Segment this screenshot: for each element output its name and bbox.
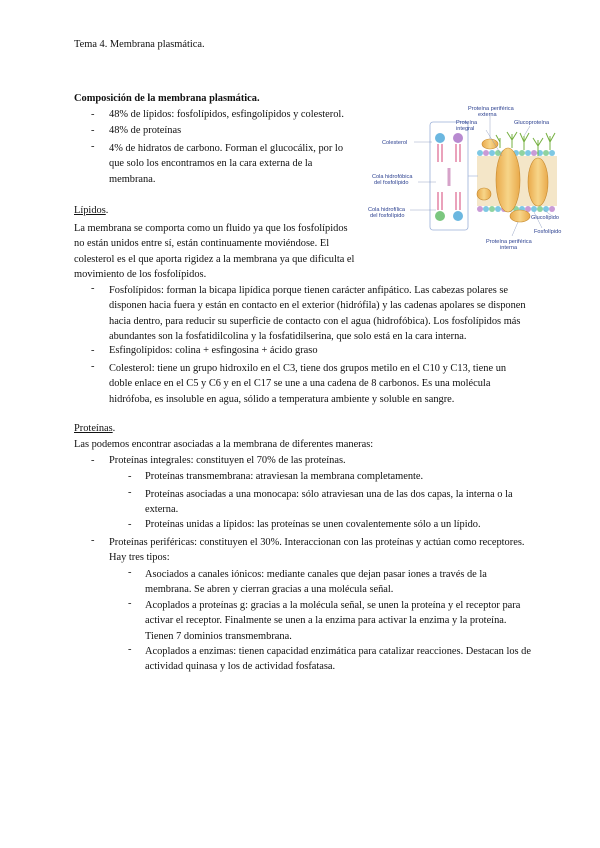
text-line: Acoplados a enzimas: tienen capacidad enzimática para catalizar reacciones. Destacan los de [145, 646, 531, 657]
label-peripheral-external: Proteína periférica [468, 106, 514, 112]
text-line: no están unidos entre sí, están continuamente moviéndose. El [74, 238, 330, 250]
lipid-item-sphingolipids: Esfingolípidos: colina + esfingosina + ácido graso [109, 345, 318, 356]
proteins-title-dot: . [112, 423, 116, 434]
text-line: hacia dentro, para reducir su superficie de contacto con el agua (hidrofóbica). Los fosfolípidos más [109, 315, 521, 327]
composition-title: Composición de la membrana plasmática. [74, 93, 260, 104]
lipids-title: Lípidos [74, 205, 106, 216]
page-header: Tema 4. Membrana plasmática. [74, 39, 205, 50]
composition-item-lipids: 48% de lípidos: fosfolípidos, esfingolípidos y colesterol. [109, 109, 344, 120]
list-dash: - [128, 471, 132, 482]
composition-item-proteins: 48% de proteínas [109, 125, 182, 136]
lipid-item-cholesterol [109, 361, 506, 407]
text-line: actividad quinasa y los de actividad fosfatasa. [145, 661, 336, 673]
text-line: doble enlace en el C5 y C6 y en el C17 se une a una cadena de 8 carbonos. Es una molécula [109, 378, 491, 390]
lipid-item-phospholipids [109, 283, 526, 345]
text-line: abundantes son la fosfatidilcolina y la fosfatidilserina, que solo está en la cara interna. [109, 331, 467, 343]
composition-item-carbs [109, 141, 343, 187]
proteins-integral-head: Proteínas integrales: constituyen el 70% de las proteínas. [109, 455, 346, 466]
text-line: membrana. [109, 173, 156, 185]
label-integral-2: integral [456, 126, 475, 132]
text-line: 4% de hidratos de carbono. Forman el glucocálix, por lo [109, 143, 344, 154]
list-dash: - [91, 141, 95, 152]
peripheral-ion-channels [145, 567, 487, 598]
label-hydrophilic-tail-2: del fosfolípido [370, 213, 405, 219]
lipids-title-dot: . [105, 205, 109, 216]
text-line: Asociados a canales iónicos: mediante canales que dejan pasar iones a través de la [145, 569, 487, 580]
text-line: movimiento de los fosfolípidos. [74, 269, 207, 281]
list-dash: - [91, 283, 95, 294]
integral-lipid-bound: Proteínas unidas a lípidos: las proteínas se unen covalentemente sólo a un lípido. [145, 519, 481, 530]
membrane-diagram [362, 98, 562, 258]
text-line: Tienen 7 dominios transmembrana. [145, 630, 292, 642]
peripheral-g-proteins [145, 598, 520, 644]
list-dash: - [91, 345, 95, 356]
text-line: que solo los encontramos en la cara externa de la [109, 158, 313, 170]
label-peripheral-internal: Proteína periférica [486, 239, 532, 245]
list-dash: - [128, 598, 132, 609]
list-dash: - [91, 361, 95, 372]
label-peripheral-external-2: externa [478, 112, 497, 118]
text-line: Hay tres tipos: [109, 552, 170, 564]
text-line: Proteínas asociadas a una monocapa: sólo atraviesan una de las dos capas, la interna o la [145, 489, 513, 500]
lipids-intro [74, 221, 354, 283]
label-hydrophobic-tail-2: del fosfolípido [374, 180, 409, 186]
list-dash: - [128, 487, 132, 498]
list-dash: - [128, 519, 132, 530]
text-line: Fosfolípidos: forman la bicapa lipídica porque tienen carácter anfipático. Las cabezas polares se [109, 285, 509, 296]
label-hydrophilic-tail: Cola hidrofílica [368, 207, 405, 213]
lipid-heads-top [477, 150, 555, 156]
list-dash: - [91, 535, 95, 546]
label-glycoprotein: Glucoproteína [514, 120, 550, 126]
integral-monolayer [145, 487, 513, 518]
list-dash: - [91, 125, 95, 136]
lipids-heading [74, 205, 108, 216]
label-integral: Proteína [456, 120, 478, 126]
label-glycolipid: Glucolípido [531, 215, 559, 221]
text-line: Colesterol: tiene un grupo hidroxilo en el C3, tiene dos grupos metilo en el C10 y C13, tiene un [109, 363, 507, 374]
text-line: membrana. Se abren y cierran gracias a una molécula señal. [145, 584, 394, 596]
list-dash: - [128, 644, 132, 655]
integral-transmembrane: Proteínas transmembrana: atraviesan la membrana completamente. [145, 471, 424, 482]
text-line: externa. [145, 504, 179, 516]
text-line: colesterol es el que aporta rigidez a la membrana ya que dificulta el [74, 253, 355, 265]
proteins-heading [74, 423, 115, 434]
phospholipid-inset [430, 122, 478, 230]
proteins-intro: Las podemos encontrar asociadas a la membrana de diferentes maneras: [74, 439, 374, 450]
proteins-title: Proteínas [74, 423, 113, 434]
text-line: Acoplados a proteínas g: gracias a la molécula señal, se unen la proteína y el receptor para [145, 600, 521, 611]
text-line: La membrana se comporta como un fluido ya que los fosfolípidos [74, 223, 348, 234]
list-dash: - [91, 109, 95, 120]
label-hydrophobic-tail: Cola hidrofóbica [372, 174, 413, 180]
label-phospholipid: Fosfolípido [534, 229, 562, 235]
text-line: activar el receptor. Finalmente se unen a la enzima para activar la enzima y la proteína. [145, 615, 507, 627]
text-line: disponen hacia fuera y están en contacto en el exterior (hidrófila) y las cadenas apolares se disponen [109, 300, 526, 312]
list-dash: - [128, 567, 132, 578]
peripheral-enzymes [145, 644, 531, 675]
text-line: hidrófoba, es insoluble en agua, sólido a temperatura ambiente y soluble en sangre. [109, 393, 455, 405]
proteins-peripheral-head [109, 535, 524, 566]
label-cholesterol: Colesterol [382, 140, 408, 146]
label-peripheral-internal-2: interna [500, 245, 518, 251]
text-line: Proteínas periféricas: constituyen el 30%. Interaccionan con las proteínas y actúan como receptores. [109, 537, 525, 548]
list-dash: - [91, 455, 95, 466]
